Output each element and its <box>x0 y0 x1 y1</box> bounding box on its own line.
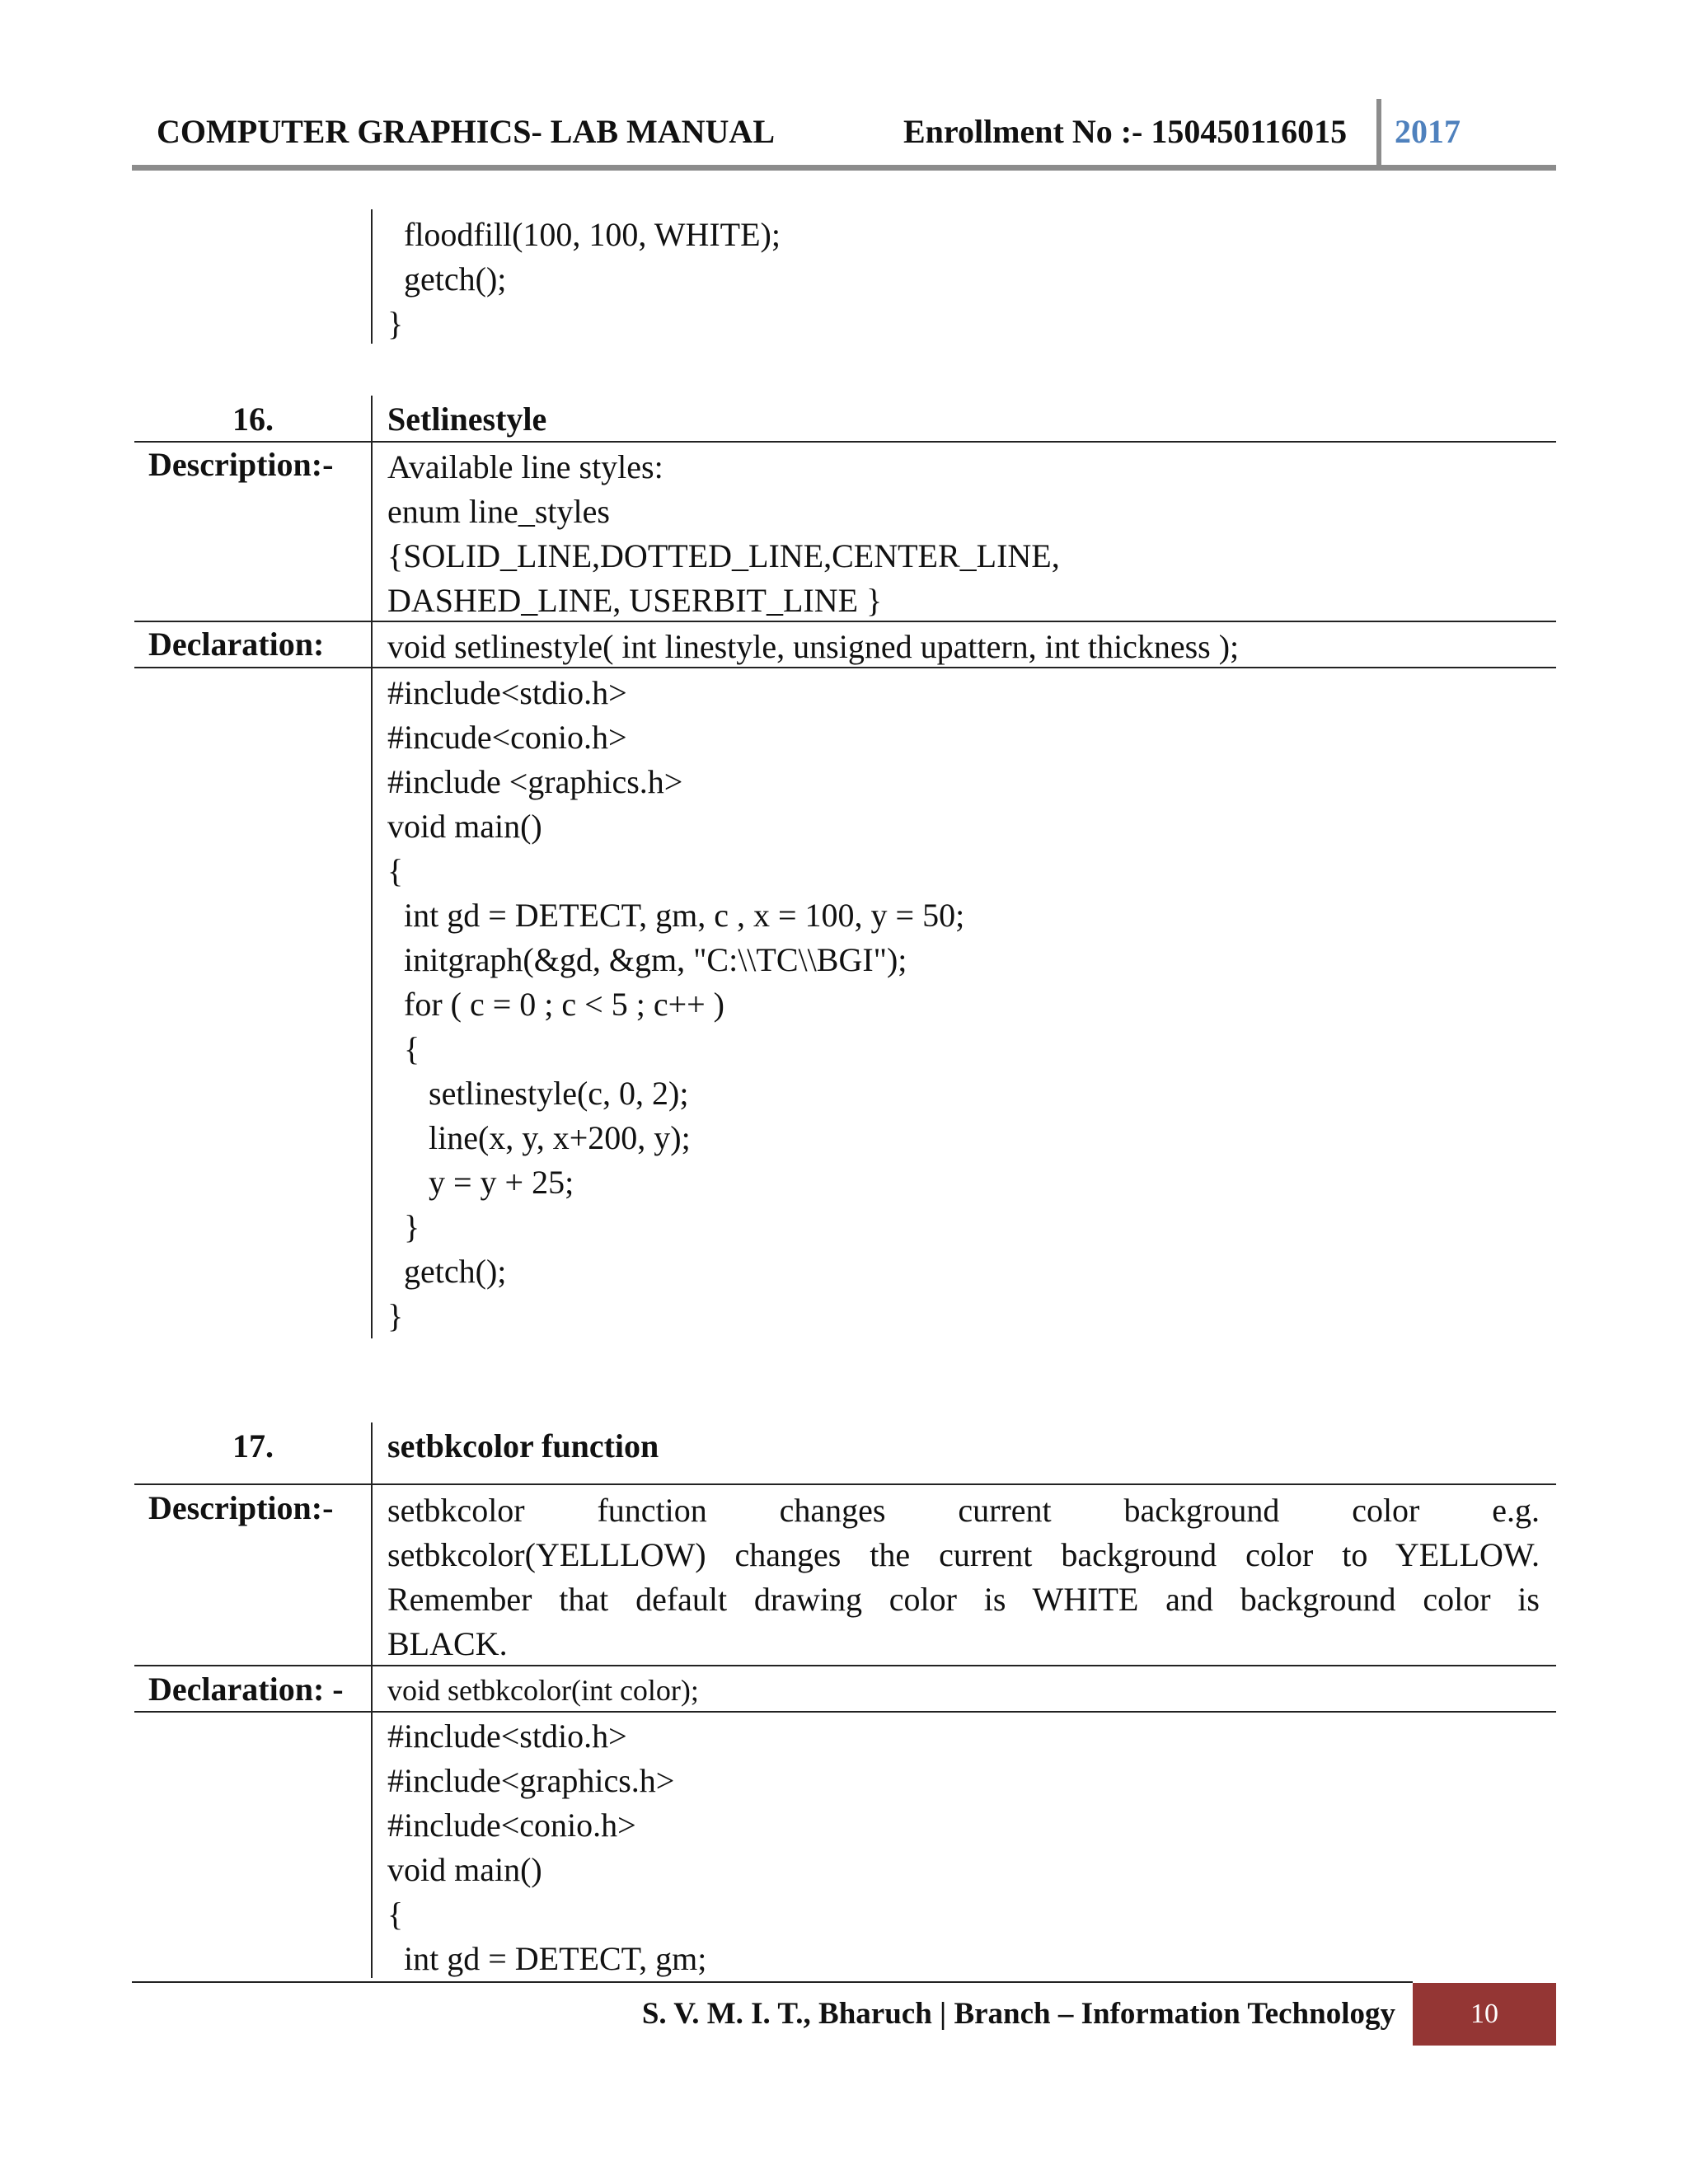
code-line: y = y + 25; <box>387 1164 574 1201</box>
section16-rule-1 <box>134 441 1556 443</box>
header-divider <box>1376 99 1381 165</box>
description-line: {SOLID_LINE,DOTTED_LINE,CENTER_LINE, <box>387 537 1060 574</box>
header-year: 2017 <box>1395 113 1461 150</box>
code-line: #include<stdio.h> <box>387 1718 627 1755</box>
code-line: } <box>387 1208 420 1245</box>
header-title: COMPUTER GRAPHICS- LAB MANUAL <box>157 113 775 150</box>
code-line: } <box>387 1297 404 1334</box>
section17-title: setbkcolor function <box>387 1427 659 1465</box>
code-line: int gd = DETECT, gm, c , x = 100, y = 50; <box>387 897 965 934</box>
section17-description-label: Description:- <box>148 1489 334 1526</box>
section16-description-label: Description:- <box>148 446 334 483</box>
section16-declaration: void setlinestyle( int linestyle, unsigned upattern, int thickness ); <box>387 628 1240 665</box>
code-line: #include <graphics.h> <box>387 763 683 800</box>
section17-rule-3 <box>134 1711 1556 1713</box>
code-line: void main() <box>387 808 542 845</box>
section16-rule-2 <box>134 621 1556 622</box>
section17-description <box>387 1488 1540 1666</box>
description-line: DASHED_LINE, USERBIT_LINE } <box>387 582 883 619</box>
prev-code-rule <box>371 209 373 344</box>
section16-declaration-label: Declaration: <box>148 626 325 663</box>
section16-number: 16. <box>232 401 274 438</box>
code-line: { <box>387 852 404 889</box>
section17-declaration: void setbkcolor(int color); <box>387 1674 699 1707</box>
code-line: { <box>387 1896 404 1933</box>
section16-column-rule <box>371 396 373 1338</box>
description-line: Available line styles: <box>387 448 663 485</box>
description-line: enum line_styles <box>387 493 610 530</box>
header-enrollment: Enrollment No :- 150450116015 <box>903 113 1348 150</box>
section16-title: Setlinestyle <box>387 401 547 438</box>
header-rule <box>132 165 1556 171</box>
code-line: #incude<conio.h> <box>387 719 627 756</box>
page-number: 10 <box>1470 1999 1498 2029</box>
section17-declaration-label: Declaration: - <box>148 1671 344 1708</box>
description-line: setbkcolor(YELLLOW) changes the current background color to YELLOW. <box>387 1536 1540 1573</box>
code-line: #include<conio.h> <box>387 1807 636 1844</box>
code-line: line(x, y, x+200, y); <box>387 1119 691 1156</box>
code-line: } <box>387 305 404 342</box>
code-line: #include<graphics.h> <box>387 1762 675 1799</box>
code-line: #include<stdio.h> <box>387 674 627 711</box>
code-line: int gd = DETECT, gm; <box>387 1940 707 1977</box>
code-line: initgraph(&gd, &gm, "C:\\TC\\BGI"); <box>387 941 907 978</box>
code-line: getch(); <box>387 1253 507 1290</box>
section17-rule-2 <box>134 1665 1556 1666</box>
code-line: void main() <box>387 1851 542 1888</box>
code-line: for ( c = 0 ; c < 5 ; c++ ) <box>387 986 725 1023</box>
section17-number: 17. <box>232 1427 274 1465</box>
code-line: floodfill(100, 100, WHITE); <box>387 216 781 253</box>
footer-rule <box>132 1981 1413 1983</box>
description-line: setbkcolor function changes current background color e.g. <box>387 1492 1540 1529</box>
section16-rule-3 <box>134 667 1556 668</box>
code-line: getch(); <box>387 260 507 298</box>
code-line: setlinestyle(c, 0, 2); <box>387 1075 689 1112</box>
footer-text: S. V. M. I. T., Bharuch | Branch – Information Technology <box>641 1997 1395 2031</box>
description-line: Remember that default drawing color is WHITE and background color is <box>387 1581 1540 1618</box>
description-line: BLACK. <box>387 1625 508 1662</box>
section17-column-rule <box>371 1422 373 1978</box>
code-line: { <box>387 1030 420 1067</box>
section17-rule-1 <box>134 1483 1556 1485</box>
